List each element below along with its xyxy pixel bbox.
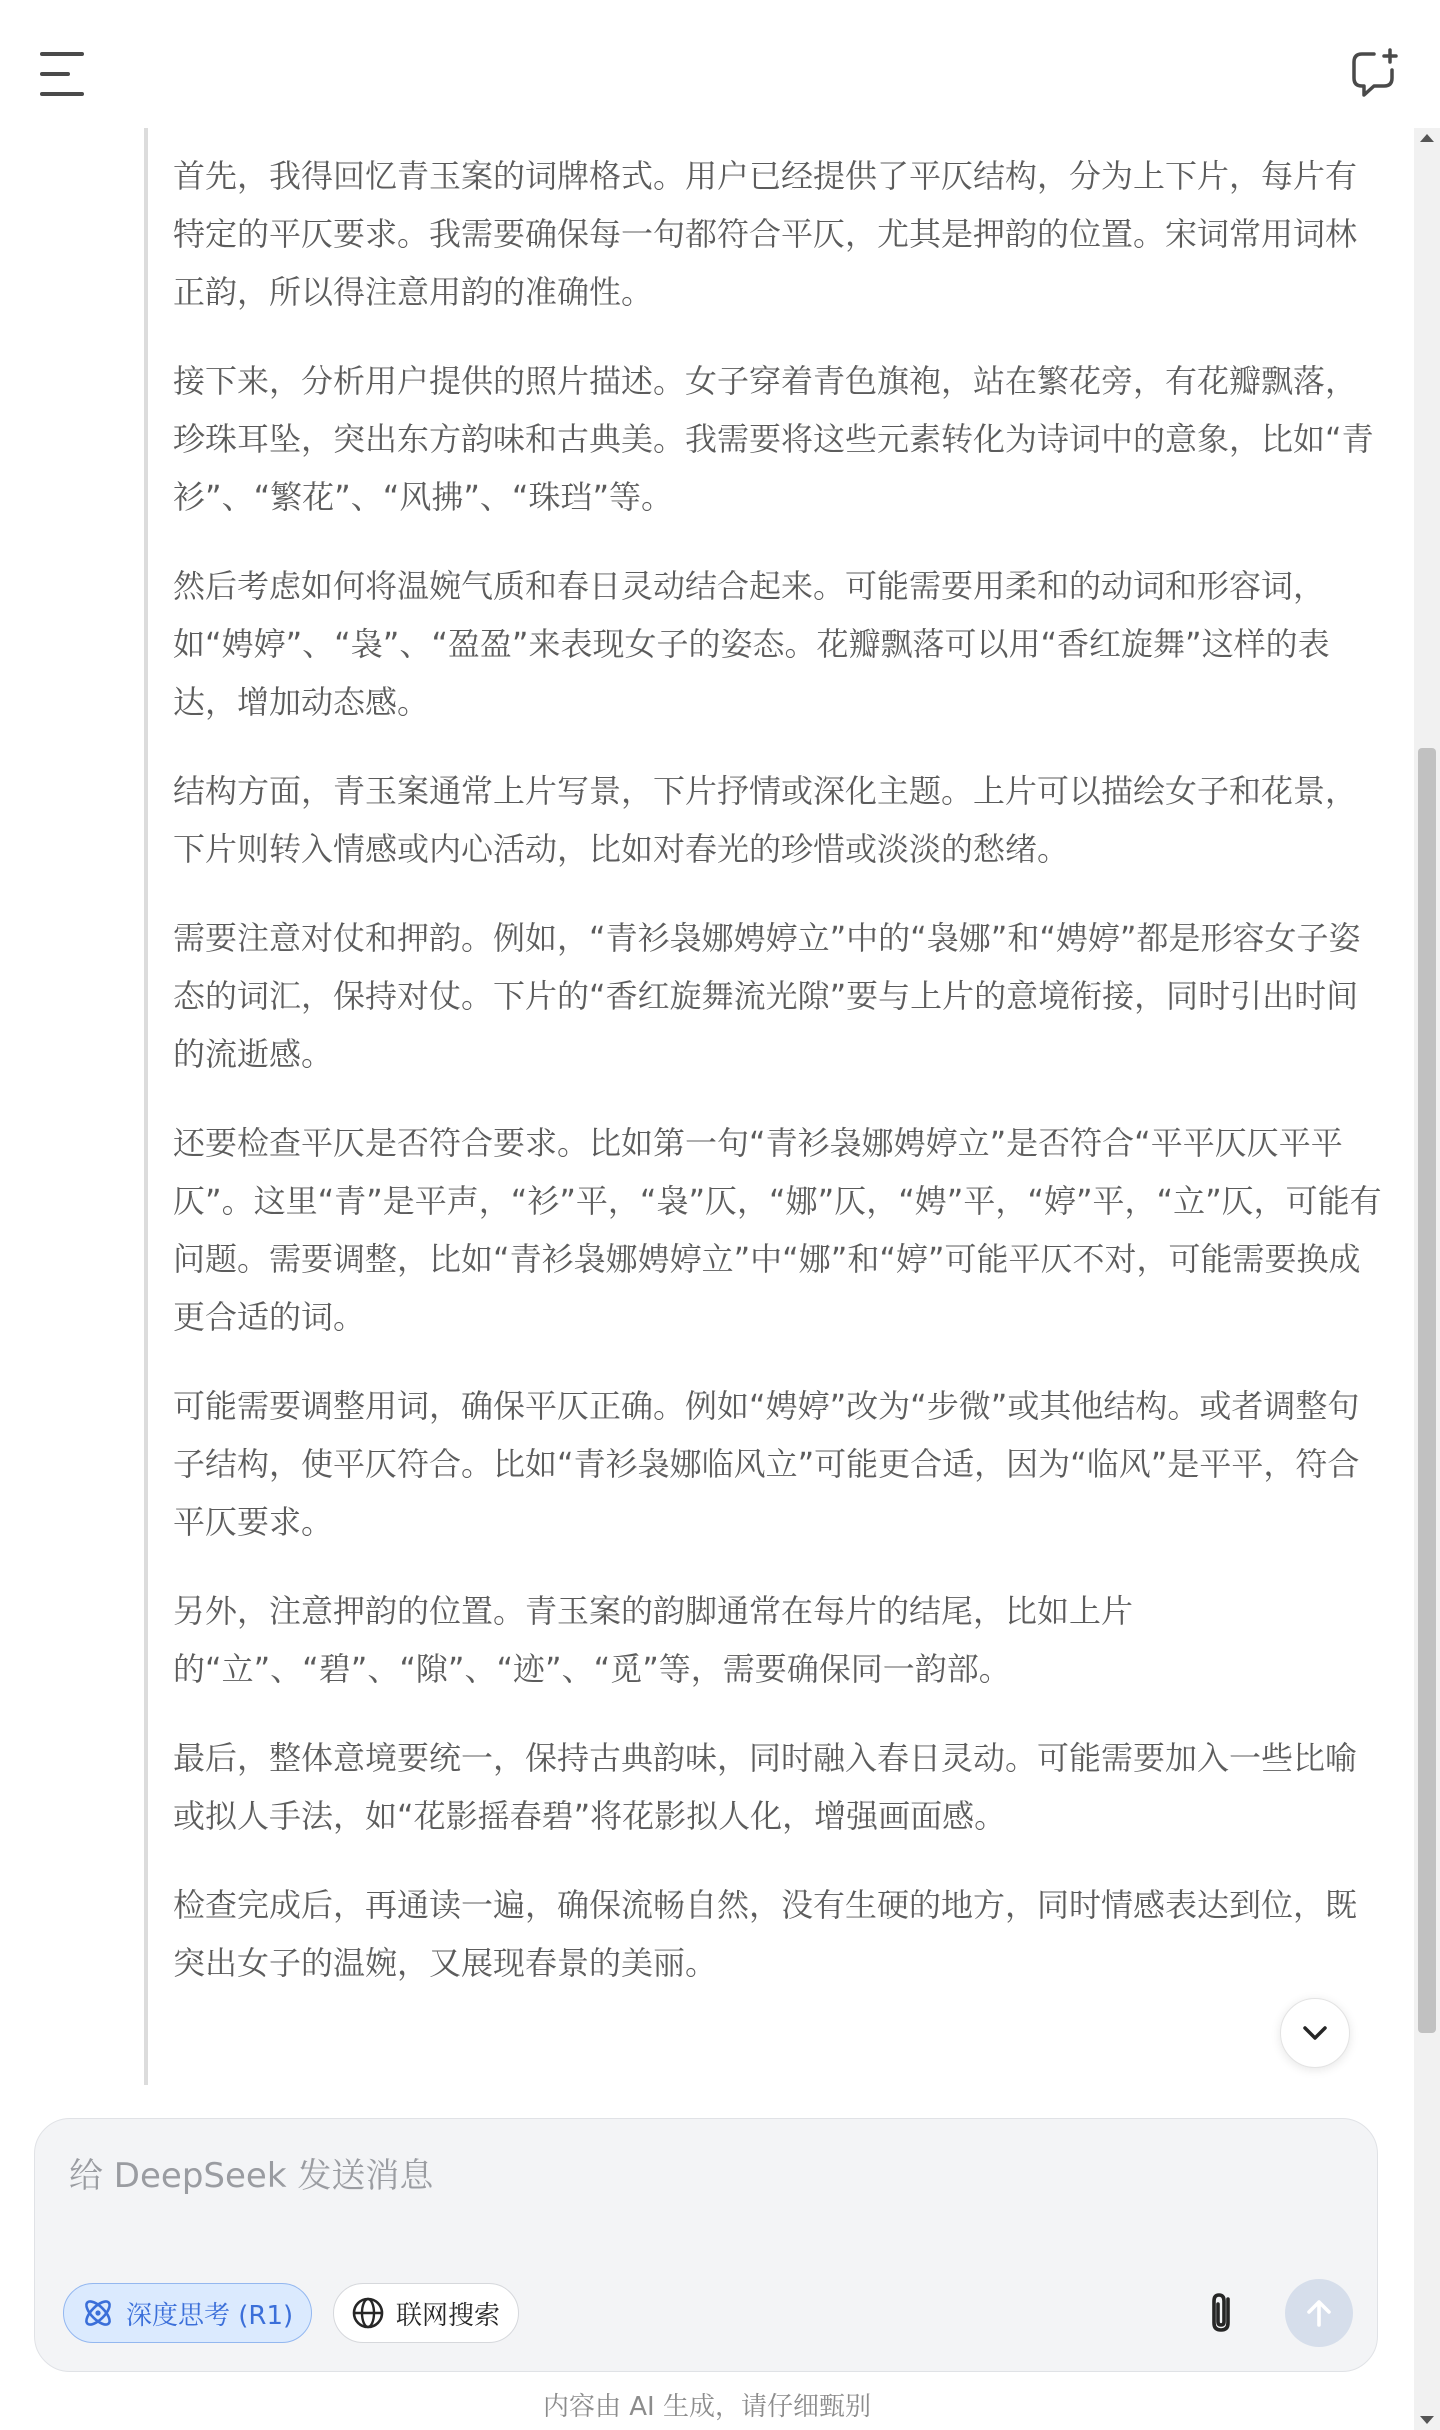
thinking-paragraph: 需要注意对仗和押韵。例如，“青衫袅娜娉婷立”中的“袅娜”和“娉婷”都是形容女子姿态的词汇，保持对仗。下片的“香红旋舞流光隙”要与上片的意境衔接，同时引出时间的流逝感。 [173, 919, 1361, 1073]
menu-line [40, 72, 70, 76]
atom-icon [80, 2295, 116, 2331]
thinking-paragraph: 结构方面，青玉案通常上片写景，下片抒情或深化主题。上片可以描绘女子和花景，下片则转入情感或内心活动，比如对春光的珍惜或淡淡的愁绪。 [173, 772, 1358, 868]
arrow-up-icon [1301, 2295, 1337, 2331]
scroll-down-arrow-icon[interactable] [1420, 2416, 1434, 2424]
menu-line [40, 92, 84, 96]
thinking-paragraph: 还要检查平仄是否符合要求。比如第一句“青衫袅娜娉婷立”是否符合“平平仄仄平平仄”。这里“青”是平声，“衫”平，“袅”仄，“娜”仄，“娉”平，“婷”平，“立”仄，可能有问题。需要调整，比如“青衫袅娜娉婷立”中“娜”和“婷”可能平仄不对，可能需要换成更合适的词。 [173, 1124, 1382, 1336]
send-button[interactable] [1285, 2279, 1353, 2347]
thinking-paragraph: 可能需要调整用词，确保平仄正确。例如“娉婷”改为“步微”或其他结构。或者调整句子结构，使平仄符合。比如“青衫袅娜临风立”可能更合适，因为“临风”是平平，符合平仄要求。 [173, 1387, 1360, 1541]
thinking-rail [144, 110, 148, 2085]
scrollbar-thumb[interactable] [1418, 748, 1436, 2033]
globe-icon [350, 2295, 386, 2331]
thinking-paragraph: 检查完成后，再通读一遍，确保流畅自然，没有生硬的地方，同时情感表达到位，既突出女子的温婉，又展现春景的美丽。 [173, 1886, 1358, 1982]
thinking-content [173, 90, 1383, 2023]
deep-think-label: 深度思考 (R1) [126, 2300, 294, 2331]
menu-icon[interactable] [40, 52, 88, 96]
chevron-down-icon [1298, 2016, 1332, 2050]
scroll-to-bottom-button[interactable] [1280, 1998, 1350, 2068]
new-chat-icon[interactable] [1348, 46, 1404, 102]
menu-line [40, 52, 84, 56]
message-composer [34, 2118, 1378, 2372]
deep-think-toggle[interactable] [63, 2283, 312, 2343]
thinking-paragraph: 最后，整体意境要统一，保持古典韵味，同时融入春日灵动。可能需要加入一些比喻或拟人手法，如“花影摇春碧”将花影拟人化，增强画面感。 [173, 1739, 1358, 1835]
scrollbar[interactable] [1414, 128, 1440, 2430]
ai-disclaimer: 内容由 AI 生成，请仔细甄别 [543, 2392, 871, 2422]
paperclip-icon [1195, 2285, 1251, 2341]
attach-file-button[interactable] [1195, 2285, 1251, 2341]
thinking-paragraph: 另外，注意押韵的位置。青玉案的韵脚通常在每片的结尾，比如上片的“立”、“碧”、“隙”、“迹”、“觅”等，需要确保同一韵部。 [173, 1592, 1134, 1688]
web-search-label: 联网搜索 [396, 2300, 501, 2331]
thinking-paragraph: 然后考虑如何将温婉气质和春日灵动结合起来。可能需要用柔和的动词和形容词，如“娉婷”、“袅”、“盈盈”来表现女子的姿态。花瓣飘落可以用“香红旋舞”这样的表达，增加动态感。 [173, 567, 1330, 721]
message-input[interactable] [67, 2145, 1271, 2207]
top-bar [0, 0, 1440, 128]
web-search-toggle[interactable] [333, 2283, 519, 2343]
scroll-up-arrow-icon[interactable] [1420, 134, 1434, 142]
thinking-block [144, 0, 1404, 2085]
thinking-paragraph: 首先，我得回忆青玉案的词牌格式。用户已经提供了平仄结构，分为上下片，每片有特定的平仄要求。我需要确保每一句都符合平仄，尤其是押韵的位置。宋词常用词林正韵，所以得注意用韵的准确性。 [173, 157, 1358, 311]
thinking-paragraph: 接下来，分析用户提供的照片描述。女子穿着青色旗袍，站在繁花旁，有花瓣飘落，珍珠耳坠，突出东方韵味和古典美。我需要将这些元素转化为诗词中的意象，比如“青衫”、“繁花”、“风拂”、“珠珰”等。 [173, 362, 1374, 516]
